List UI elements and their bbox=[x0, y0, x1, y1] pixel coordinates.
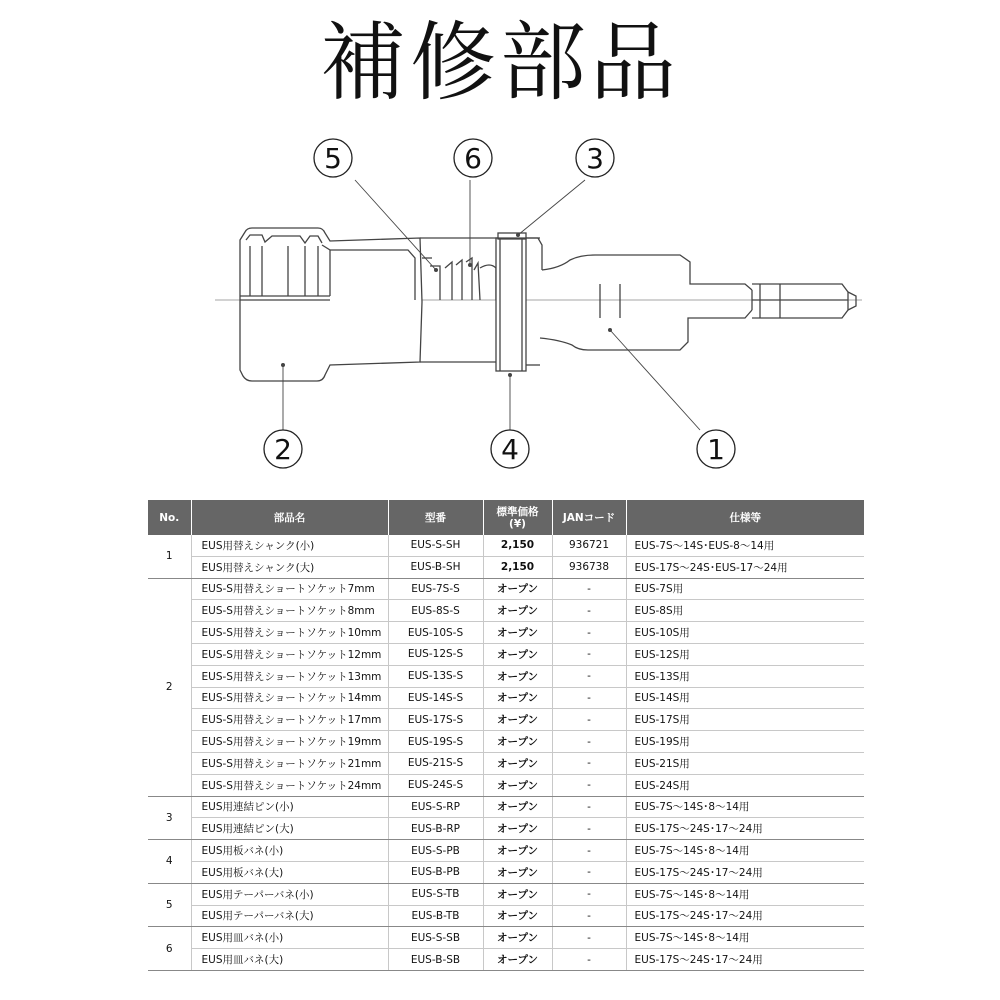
cell-jan: - bbox=[552, 861, 626, 883]
table-row bbox=[148, 796, 864, 818]
cell-jan: - bbox=[552, 600, 626, 622]
cell-spec: EUS-7S～14S･8～14用 bbox=[626, 796, 864, 818]
table-row bbox=[148, 709, 864, 731]
cell-price: オープン bbox=[483, 861, 552, 883]
cell-jan: - bbox=[552, 905, 626, 927]
springs-part-5-6 bbox=[422, 258, 496, 300]
cell-jan: - bbox=[552, 578, 626, 600]
cell-jan: - bbox=[552, 709, 626, 731]
table-header-row bbox=[148, 500, 864, 535]
cell-jan: - bbox=[552, 687, 626, 709]
callout-label: 1 bbox=[707, 433, 725, 466]
table-row bbox=[148, 949, 864, 971]
cell-jan: - bbox=[552, 818, 626, 840]
cell-price: オープン bbox=[483, 600, 552, 622]
cell-name: EUS-S用替えショートソケット21mm bbox=[191, 752, 388, 774]
cell-name: EUS-S用替えショートソケット19mm bbox=[191, 731, 388, 753]
cell-spec: EUS-10S用 bbox=[626, 622, 864, 644]
cell-spec: EUS-19S用 bbox=[626, 731, 864, 753]
cell-price: オープン bbox=[483, 883, 552, 905]
cell-price: オープン bbox=[483, 622, 552, 644]
socket-part-2 bbox=[240, 228, 422, 381]
cell-spec: EUS-21S用 bbox=[626, 752, 864, 774]
cell-jan: - bbox=[552, 622, 626, 644]
cell-model: EUS-7S-S bbox=[388, 578, 483, 600]
cell-name: EUS用替えシャンク(小) bbox=[191, 535, 388, 556]
cell-jan: - bbox=[552, 643, 626, 665]
part-number-cell: 3 bbox=[148, 796, 191, 840]
cell-spec: EUS-8S用 bbox=[626, 600, 864, 622]
cell-model: EUS-B-SH bbox=[388, 556, 483, 578]
cell-model: EUS-13S-S bbox=[388, 665, 483, 687]
cell-model: EUS-17S-S bbox=[388, 709, 483, 731]
cell-spec: EUS-17S～24S･EUS-17～24用 bbox=[626, 556, 864, 578]
part-number-cell: 6 bbox=[148, 927, 191, 971]
table-row bbox=[148, 600, 864, 622]
cell-name: EUS用テーパーバネ(大) bbox=[191, 905, 388, 927]
cell-name: EUS用皿バネ(大) bbox=[191, 949, 388, 971]
cell-price: オープン bbox=[483, 752, 552, 774]
cell-price: オープン bbox=[483, 774, 552, 796]
part-number-cell: 4 bbox=[148, 840, 191, 884]
cell-jan: - bbox=[552, 665, 626, 687]
cell-name: EUS-S用替えショートソケット7mm bbox=[191, 578, 388, 600]
cell-spec: EUS-17S～24S･17～24用 bbox=[626, 905, 864, 927]
cell-jan: - bbox=[552, 840, 626, 862]
cell-model: EUS-12S-S bbox=[388, 643, 483, 665]
cell-spec: EUS-7S～14S･EUS-8～14用 bbox=[626, 535, 864, 556]
cell-spec: EUS-14S用 bbox=[626, 687, 864, 709]
callout-label: 4 bbox=[501, 433, 519, 466]
exploded-socket-diagram bbox=[0, 0, 1000, 490]
cell-jan: - bbox=[552, 731, 626, 753]
cell-price: オープン bbox=[483, 731, 552, 753]
cell-spec: EUS-17S～24S･17～24用 bbox=[626, 949, 864, 971]
table-row bbox=[148, 840, 864, 862]
cell-model: EUS-S-PB bbox=[388, 840, 483, 862]
header-spec: 仕様等 bbox=[626, 500, 864, 535]
cell-name: EUS-S用替えショートソケット8mm bbox=[191, 600, 388, 622]
table-row bbox=[148, 905, 864, 927]
cell-price: オープン bbox=[483, 796, 552, 818]
cell-price: オープン bbox=[483, 818, 552, 840]
callout-label: 3 bbox=[586, 142, 604, 175]
header-price-line1: 標準価格 bbox=[496, 505, 539, 518]
cell-spec: EUS-17S～24S･17～24用 bbox=[626, 861, 864, 883]
table-row bbox=[148, 535, 864, 556]
table-row bbox=[148, 752, 864, 774]
cell-model: EUS-8S-S bbox=[388, 600, 483, 622]
cell-model: EUS-B-SB bbox=[388, 949, 483, 971]
table-row bbox=[148, 818, 864, 840]
header-model: 型番 bbox=[388, 500, 483, 535]
cell-jan: 936738 bbox=[552, 556, 626, 578]
cell-name: EUS-S用替えショートソケット12mm bbox=[191, 643, 388, 665]
table-row bbox=[148, 927, 864, 949]
cell-name: EUS-S用替えショートソケット24mm bbox=[191, 774, 388, 796]
cell-name: EUS用皿バネ(小) bbox=[191, 927, 388, 949]
shank-part-1 bbox=[540, 255, 856, 350]
cell-jan: - bbox=[552, 774, 626, 796]
callout-label: 2 bbox=[274, 433, 292, 466]
cell-model: EUS-S-RP bbox=[388, 796, 483, 818]
cell-jan: - bbox=[552, 752, 626, 774]
cell-model: EUS-14S-S bbox=[388, 687, 483, 709]
cell-name: EUS-S用替えショートソケット17mm bbox=[191, 709, 388, 731]
cell-jan: - bbox=[552, 883, 626, 905]
table-row bbox=[148, 643, 864, 665]
cell-model: EUS-19S-S bbox=[388, 731, 483, 753]
cell-spec: EUS-7S用 bbox=[626, 578, 864, 600]
table-row bbox=[148, 687, 864, 709]
cell-price: オープン bbox=[483, 709, 552, 731]
leader-line-3 bbox=[518, 180, 585, 235]
table-row bbox=[148, 622, 864, 644]
cell-price: オープン bbox=[483, 687, 552, 709]
header-no: No. bbox=[148, 500, 191, 535]
cell-model: EUS-S-TB bbox=[388, 883, 483, 905]
header-name: 部品名 bbox=[191, 500, 388, 535]
table-row bbox=[148, 665, 864, 687]
table-row bbox=[148, 861, 864, 883]
part-number-cell: 1 bbox=[148, 535, 191, 578]
part-number-cell: 2 bbox=[148, 578, 191, 796]
ring-part-4 bbox=[420, 233, 542, 371]
cell-name: EUS用板バネ(大) bbox=[191, 861, 388, 883]
cell-name: EUS用連結ピン(小) bbox=[191, 796, 388, 818]
parts-table bbox=[148, 500, 864, 971]
cell-spec: EUS-7S～14S･8～14用 bbox=[626, 927, 864, 949]
cell-jan: 936721 bbox=[552, 535, 626, 556]
cell-name: EUS-S用替えショートソケット14mm bbox=[191, 687, 388, 709]
cell-jan: - bbox=[552, 949, 626, 971]
cell-price: オープン bbox=[483, 927, 552, 949]
callout-label: 5 bbox=[324, 142, 342, 175]
cell-name: EUS用替えシャンク(大) bbox=[191, 556, 388, 578]
cell-name: EUS用連結ピン(大) bbox=[191, 818, 388, 840]
cell-spec: EUS-7S～14S･8～14用 bbox=[626, 883, 864, 905]
cell-model: EUS-B-PB bbox=[388, 861, 483, 883]
cell-name: EUS-S用替えショートソケット10mm bbox=[191, 622, 388, 644]
header-jan: JANコード bbox=[552, 500, 626, 535]
table-row bbox=[148, 731, 864, 753]
cell-name: EUS用テーパーバネ(小) bbox=[191, 883, 388, 905]
cell-name: EUS-S用替えショートソケット13mm bbox=[191, 665, 388, 687]
cell-price: オープン bbox=[483, 949, 552, 971]
cell-spec: EUS-17S用 bbox=[626, 709, 864, 731]
cell-spec: EUS-24S用 bbox=[626, 774, 864, 796]
cell-price: オープン bbox=[483, 905, 552, 927]
leader-line-1 bbox=[610, 330, 700, 430]
cell-model: EUS-S-SB bbox=[388, 927, 483, 949]
cell-model: EUS-21S-S bbox=[388, 752, 483, 774]
header-price-line2: (¥) bbox=[509, 517, 526, 530]
cell-price: オープン bbox=[483, 840, 552, 862]
cell-spec: EUS-12S用 bbox=[626, 643, 864, 665]
cell-model: EUS-B-TB bbox=[388, 905, 483, 927]
header-price bbox=[483, 500, 552, 535]
table-body bbox=[148, 535, 864, 970]
cell-spec: EUS-13S用 bbox=[626, 665, 864, 687]
page-title: 補修部品 bbox=[320, 13, 680, 113]
cell-name: EUS用板バネ(小) bbox=[191, 840, 388, 862]
part-number-cell: 5 bbox=[148, 883, 191, 927]
cell-model: EUS-S-SH bbox=[388, 535, 483, 556]
cell-price: 2,150 bbox=[483, 556, 552, 578]
cell-price: オープン bbox=[483, 665, 552, 687]
cell-price: オープン bbox=[483, 578, 552, 600]
cell-price: オープン bbox=[483, 643, 552, 665]
table-row bbox=[148, 883, 864, 905]
cell-model: EUS-10S-S bbox=[388, 622, 483, 644]
cell-price: 2,150 bbox=[483, 535, 552, 556]
cell-jan: - bbox=[552, 927, 626, 949]
cell-spec: EUS-7S～14S･8～14用 bbox=[626, 840, 864, 862]
cell-jan: - bbox=[552, 796, 626, 818]
cell-spec: EUS-17S～24S･17～24用 bbox=[626, 818, 864, 840]
table-row bbox=[148, 556, 864, 578]
table-row bbox=[148, 774, 864, 796]
callout-label: 6 bbox=[464, 142, 482, 175]
cell-model: EUS-B-RP bbox=[388, 818, 483, 840]
cell-model: EUS-24S-S bbox=[388, 774, 483, 796]
table-row bbox=[148, 578, 864, 600]
